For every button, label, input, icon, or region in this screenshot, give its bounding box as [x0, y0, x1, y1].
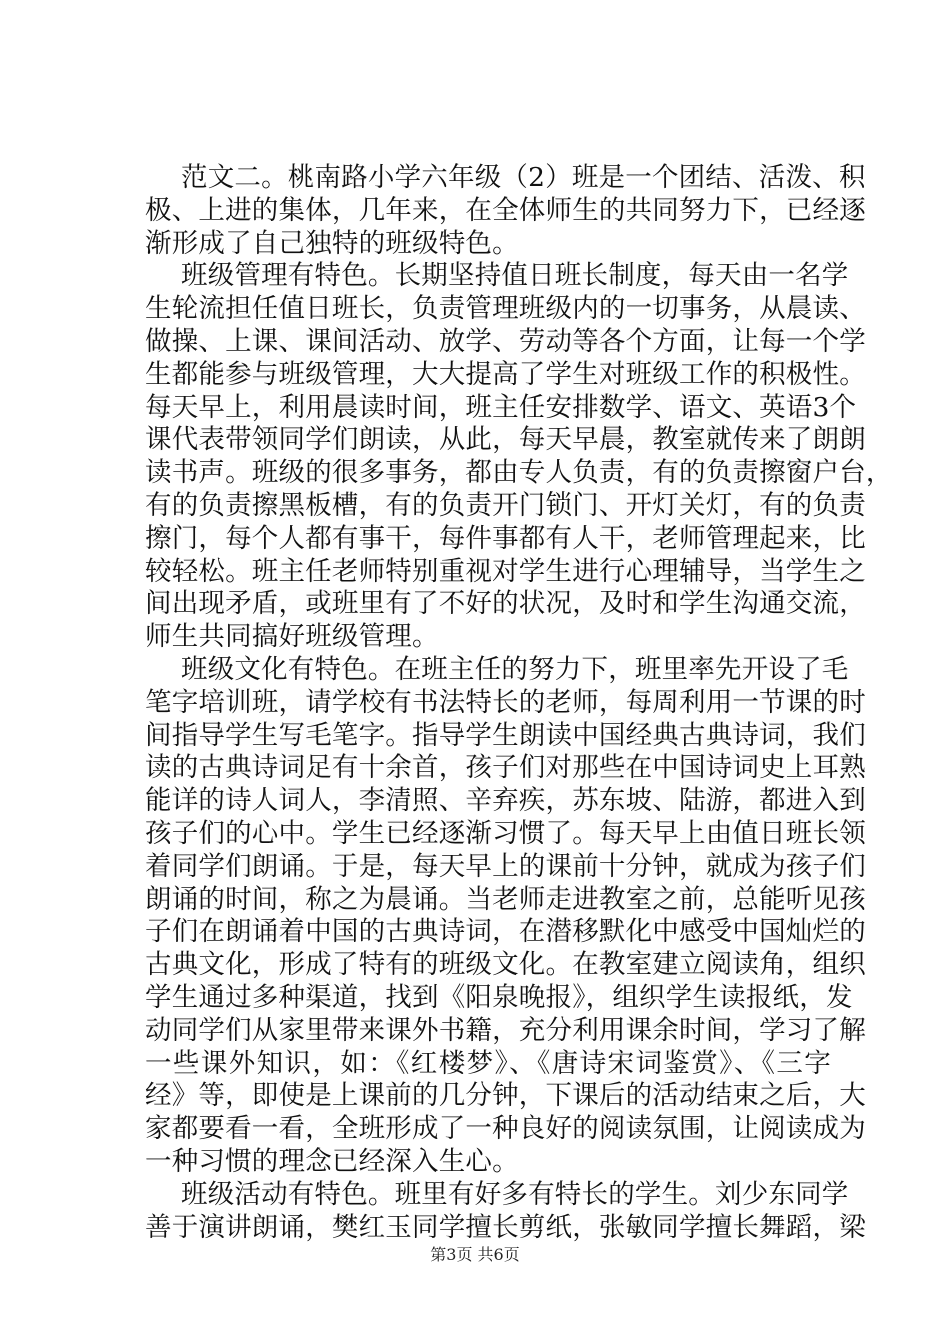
text-line: 古典文化，形成了特有的班级文化。在教室建立阅读角，组织 — [145, 949, 866, 981]
text-line: 朗诵的时间，称之为晨诵。当老师走进教室之前，总能听见孩 — [145, 883, 866, 915]
text-line: 班级管理有特色。长期坚持值日班长制度，每天由一名学 — [181, 260, 849, 292]
text-line: 能详的诗人词人，李清照、辛弃疾，苏东坡、陆游，都进入到 — [145, 785, 866, 817]
text-line: 师生共同搞好班级管理。 — [145, 621, 439, 653]
text-line: 读的古典诗词足有十余首，孩子们对那些在中国诗词史上耳熟 — [145, 752, 866, 784]
text-line: 较轻松。班主任老师特别重视对学生进行心理辅导，当学生之 — [145, 555, 866, 587]
text-line: 极、上进的集体，几年来，在全体师生的共同努力下，已经逐 — [145, 194, 866, 226]
page-number-label: 第3页 共6页 — [430, 1245, 520, 1264]
text-line: 笔字培训班，请学校有书法特长的老师，每周利用一节课的时 — [145, 686, 866, 718]
text-line: 动同学们从家里带来课外书籍，充分利用课余时间，学习了解 — [145, 1014, 866, 1046]
text-line: 有的负责擦黑板槽，有的负责开门锁门、开灯关灯，有的负责 — [145, 489, 866, 521]
text-line: 着同学们朗诵。于是，每天早上的课前十分钟，就成为孩子们 — [145, 850, 866, 882]
text-line: 做操、上课、课间活动、放学、劳动等各个方面，让每一个学 — [145, 325, 866, 357]
text-line: 一种习惯的理念已经深入生心。 — [145, 1145, 519, 1177]
text-line: 班级文化有特色。在班主任的努力下，班里率先开设了毛 — [181, 653, 849, 685]
text-line: 生都能参与班级管理，大大提高了学生对班级工作的积极性。 — [145, 358, 866, 390]
text-line: 擦门，每个人都有事干，每件事都有人干，老师管理起来，比 — [145, 522, 866, 554]
text-line: 每天早上，利用晨读时间，班主任安排数学、语文、英语3个 — [145, 391, 857, 423]
text-line: 经》等，即使是上课前的几分钟，下课后的活动结束之后，大 — [145, 1080, 866, 1112]
text-line: 学生通过多种渠道，找到《阳泉晚报》，组织学生读报纸，发 — [145, 981, 853, 1013]
text-line: 家都要看一看，全班形成了一种良好的阅读氛围，让阅读成为 — [145, 1113, 866, 1145]
text-line: 班级活动有特色。班里有好多有特长的学生。刘少东同学 — [181, 1178, 849, 1210]
text-line: 生轮流担任值日班长，负责管理班级内的一切事务，从晨读、 — [145, 293, 866, 325]
text-line: 间指导学生写毛笔字。指导学生朗读中国经典古典诗词，我们 — [145, 719, 866, 751]
text-line: 范文二。桃南路小学六年级（2）班是一个团结、活泼、积 — [181, 162, 866, 193]
text-line: 善于演讲朗诵，樊红玉同学擅长剪纸，张敏同学擅长舞蹈，梁 — [145, 1211, 866, 1243]
text-line: 课代表带领同学们朗读，从此，每天早晨，教室就传来了朗朗 — [145, 424, 866, 456]
text-line: 子们在朗诵着中国的古典诗词，在潜移默化中感受中国灿烂的 — [145, 916, 866, 948]
document-body — [145, 162, 893, 1244]
text-line: 间出现矛盾，或班里有了不好的状况，及时和学生沟通交流， — [145, 588, 866, 620]
text-line: 孩子们的心中。学生已经逐渐习惯了。每天早上由值日班长领 — [145, 817, 866, 849]
page-footer — [0, 1242, 950, 1265]
text-line: 一些课外知识，如：《红楼梦》、《唐诗宋词鉴赏》、《三字 — [145, 1047, 831, 1079]
text-line: 读书声。班级的很多事务，都由专人负责，有的负责擦窗户台， — [145, 457, 893, 489]
text-line: 渐形成了自己独特的班级特色。 — [145, 227, 519, 259]
